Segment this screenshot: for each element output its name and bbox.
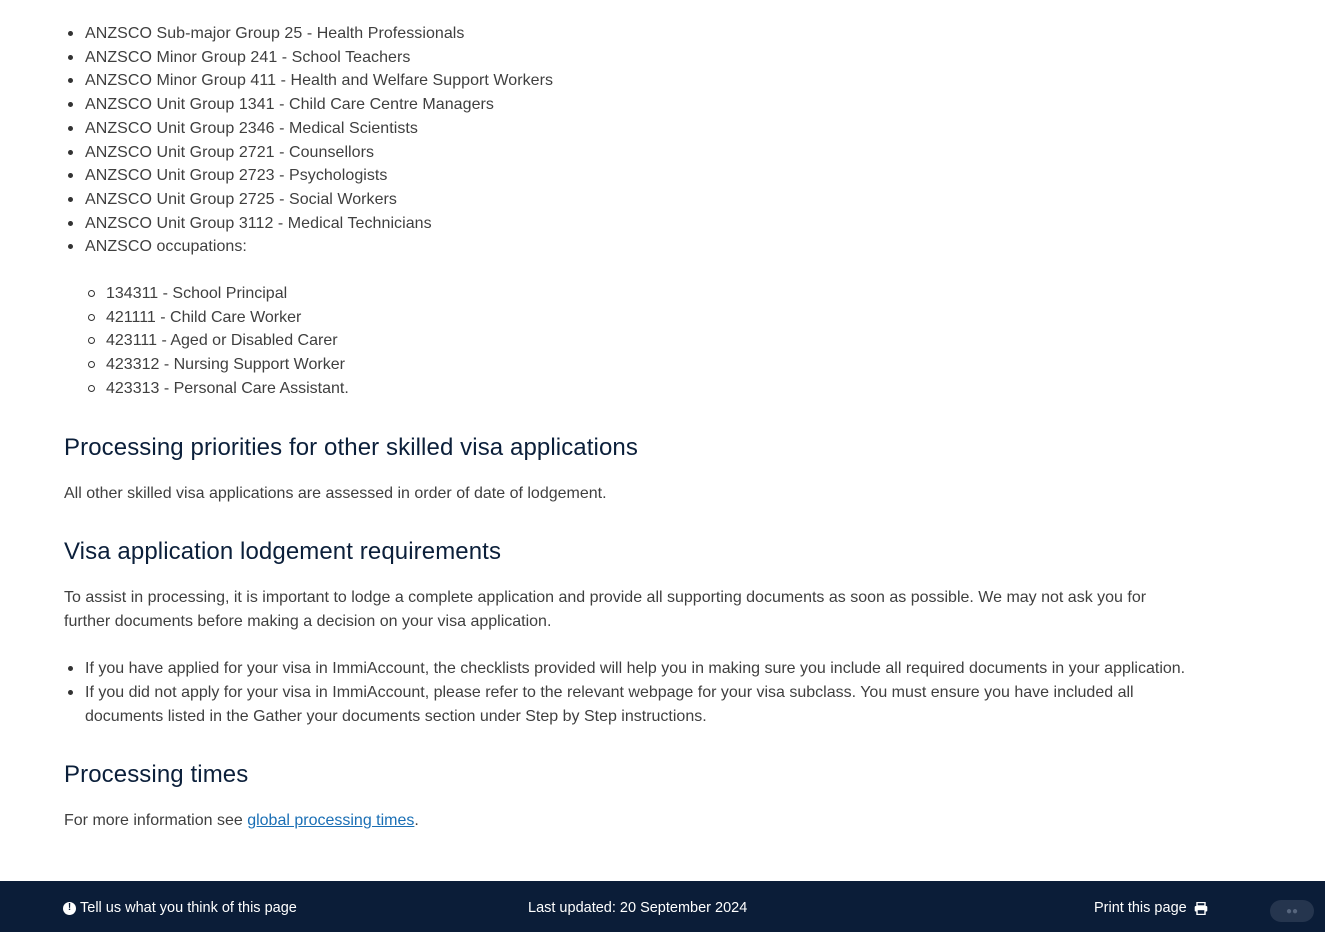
list-item: ANZSCO Unit Group 1341 - Child Care Centre Managers — [64, 93, 553, 117]
section-body-lodgement: To assist in processing, it is important to lodge a complete application and provide all supporting documents as soon as possible. We may not ask you for further documents before making a decision on your visa application. — [64, 589, 1147, 630]
page-footer — [0, 881, 1325, 932]
list-item: 134311 - School Principal — [85, 282, 349, 306]
print-label: Print this page — [1094, 900, 1187, 916]
anzsco-group-list — [64, 22, 553, 259]
section-heading-other-skilled: Processing priorities for other skilled visa applications — [64, 434, 638, 461]
lodgement-requirements-list — [64, 657, 1224, 729]
processing-times-prefix: For more information see — [64, 812, 248, 829]
list-item: ANZSCO Unit Group 2721 - Counsellors — [64, 141, 553, 165]
list-item: 423312 - Nursing Support Worker — [85, 353, 349, 377]
feedback-link[interactable] — [63, 900, 297, 916]
section-body-processing-times — [64, 809, 419, 833]
list-item: If you did not apply for your visa in ImmiAccount, please refer to the relevant webpage for your visa subclass. You must ensure you have included all documents listed in the Gather your documents section under Step by Step instructions. — [64, 681, 1155, 729]
last-updated: Last updated: 20 September 2024 — [528, 900, 748, 916]
list-item: 423111 - Aged or Disabled Carer — [85, 329, 349, 353]
info-circle-icon: ! — [63, 902, 76, 915]
list-item: ANZSCO Minor Group 411 - Health and Welfare Support Workers — [64, 69, 553, 93]
section-heading-lodgement: Visa application lodgement requirements — [64, 538, 502, 565]
list-item: ANZSCO Unit Group 3112 - Medical Technicians — [64, 212, 553, 236]
section-heading-processing-times: Processing times — [64, 761, 249, 788]
printer-icon — [1194, 902, 1208, 915]
list-item: ANZSCO Unit Group 2725 - Social Workers — [64, 188, 553, 212]
feedback-label: Tell us what you think of this page — [80, 900, 297, 916]
list-item: ANZSCO occupations: — [64, 235, 553, 259]
print-page-button[interactable] — [1094, 900, 1208, 916]
section-body-other-skilled: All other skilled visa applications are assessed in order of date of lodgement. — [64, 485, 607, 502]
processing-times-suffix: . — [414, 812, 419, 829]
list-item: ANZSCO Unit Group 2723 - Psychologists — [64, 164, 553, 188]
list-item: ANZSCO Minor Group 241 - School Teachers — [64, 46, 553, 70]
list-item: ANZSCO Sub-major Group 25 - Health Professionals — [64, 22, 553, 46]
list-item: If you have applied for your visa in ImmiAccount, the checklists provided will help you in making sure you include all required documents in your application. — [64, 657, 1224, 681]
list-item: 423313 - Personal Care Assistant. — [85, 377, 349, 401]
watermark-badge: ●● — [1270, 900, 1314, 922]
global-processing-times-link[interactable]: global processing times — [247, 812, 415, 829]
list-item: ANZSCO Unit Group 2346 - Medical Scientists — [64, 117, 553, 141]
anzsco-occupations-list — [85, 282, 349, 401]
list-item: 421111 - Child Care Worker — [85, 306, 349, 330]
